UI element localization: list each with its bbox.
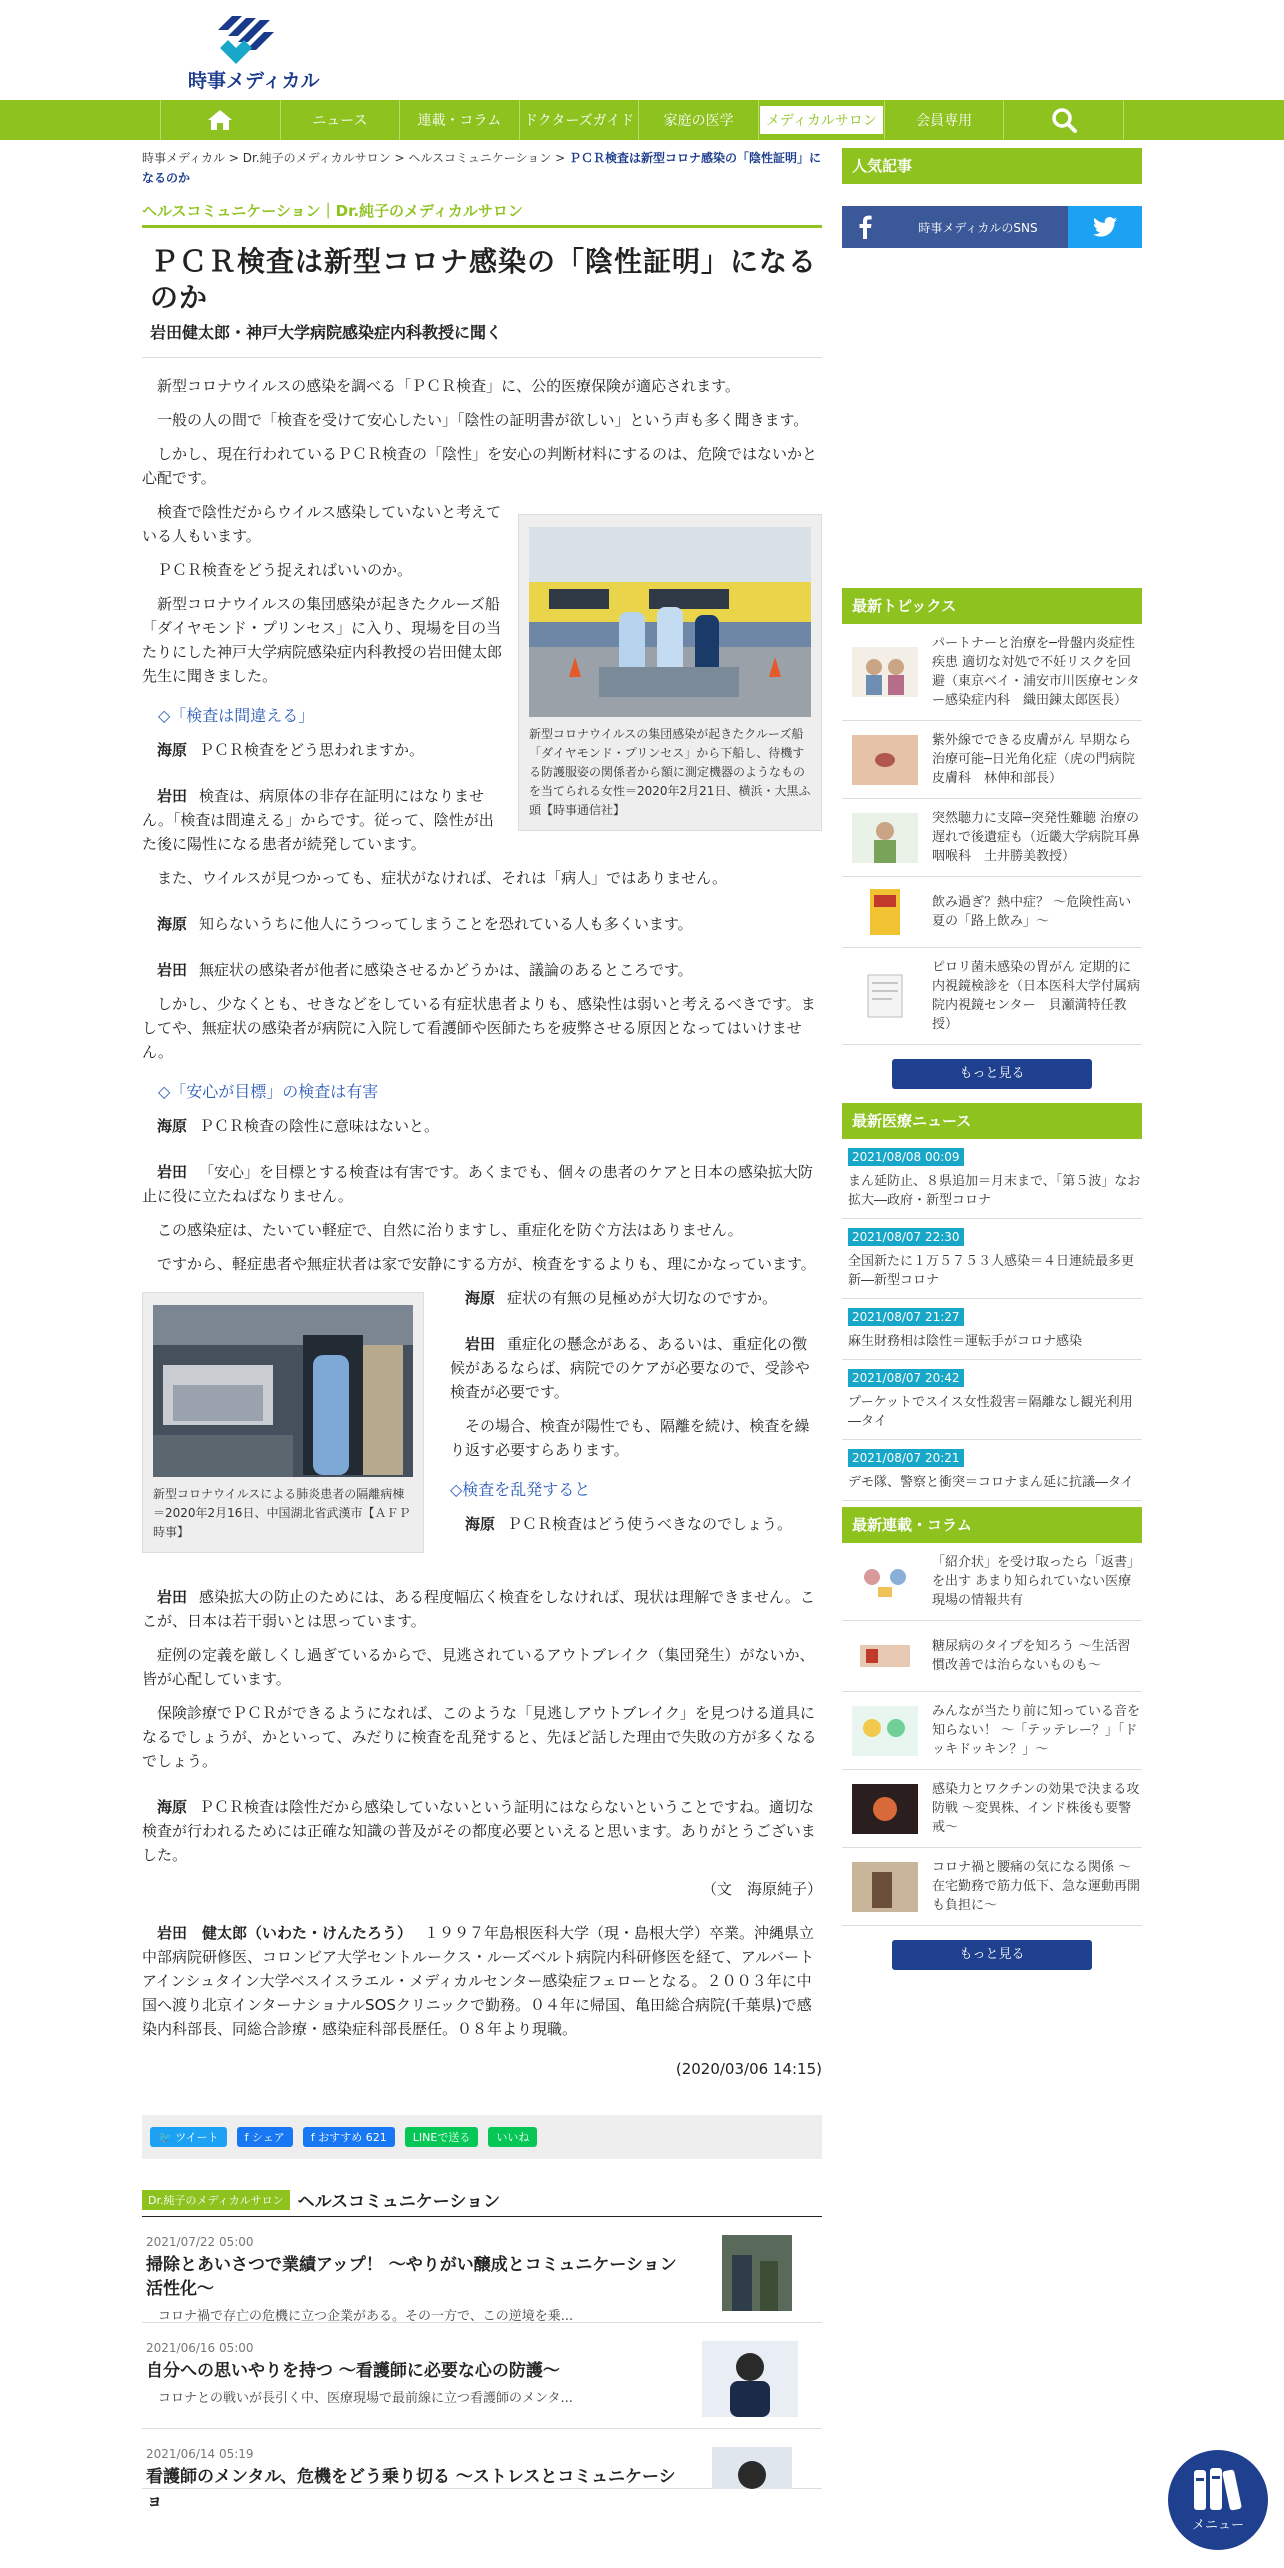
column-text: 糖尿病のタイプを知ろう ～生活習慣改善では治らないものも～ xyxy=(932,1639,1131,1673)
paragraph: 一般の人の間で「検査を受けて安心したい」「陰性の証明書が欲しい」という声も多く聞きます。 xyxy=(157,411,809,429)
interview-question: 海原 ＰＣＲ検査は陰性だから感染していないという証明にはならないということですね。適切な検査が行われるためには正確な知識の普及がその都度必要といえると思います。ありがとうございました。 xyxy=(142,1798,816,1864)
series-article[interactable] xyxy=(142,2429,822,2511)
nav-news-label: ニュース xyxy=(312,113,368,129)
nav-medical-salon-label: メディカルサロン xyxy=(759,105,884,135)
interview-answer: 岩田 重症化の懸念がある、あるいは、重症化の徴候があるならば、病院でのケアが必要なので、受診や検査が必要です。 xyxy=(450,1335,810,1401)
column-thumbnail xyxy=(852,1557,918,1607)
interview-question: 海原 ＰＣＲ検査はどう使うべきなのでしょう。 xyxy=(465,1515,793,1533)
column-item[interactable] xyxy=(842,1543,1142,1621)
series-article-title[interactable]: 自分への思いやりを持つ ～看護師に必要な心の防護～ xyxy=(146,2361,560,2381)
tweet-button[interactable]: 🐦 ツイート xyxy=(150,2127,227,2147)
interview-question: 海原 ＰＣＲ検査をどう思われますか。 xyxy=(157,741,425,759)
nav-columns-label: 連載・コラム xyxy=(417,113,502,129)
article-body xyxy=(142,374,822,2081)
topic-item[interactable] xyxy=(842,799,1142,877)
profile: 岩田 健太郎（いわた・けんたろう） １９９７年島根医科大学（現・島根大学）卒業。沖縄県立中部病院研修医、コロンビア大学セントルークス・ルーズベルト病院内科研修医を経て、アルバートアインシュタイン大学ベスイスラエル・メディカルセンター感染症フェローとなる。２００３年に中国へ渡り北京インターナショナルSOSクリニックで勤務。０４年に帰国、亀田総合病院(千葉県)で感染内科部長、同総合診療・感染症科部長歴任。０８年より現職。 xyxy=(142,1924,815,2038)
column-item[interactable] xyxy=(842,1621,1142,1692)
menu-button[interactable] xyxy=(1168,2450,1268,2550)
news-item[interactable] xyxy=(842,1219,1142,1299)
nav-home-medicine-label: 家庭の医学 xyxy=(663,113,734,129)
section-heading: ◇「検査は間違える」 xyxy=(158,706,315,725)
facebook-icon: f xyxy=(310,2130,319,2144)
column-text: みんなが当たり前に知っている音を知らない！ ～「テッテレー？」「ドッキドッキン？」～ xyxy=(932,1704,1141,1757)
column-thumbnail xyxy=(852,1631,918,1681)
article-title: ＰＣＲ検査は新型コロナ感染の「陰性証明」になるのか xyxy=(150,245,818,314)
facebook-icon[interactable] xyxy=(842,206,888,248)
news-text: まん延防止、８県追加＝月末まで、「第５波」なお拡大―政府・新型コロナ xyxy=(848,1174,1141,1208)
news-item[interactable] xyxy=(842,1299,1142,1360)
nav-home-medicine[interactable] xyxy=(638,100,758,140)
topic-text: 飲み過ぎ？熱中症？ ～危険性高い夏の「路上飲み」～ xyxy=(932,895,1132,929)
news-date: 2021/08/07 21:27 xyxy=(848,1308,964,1326)
column-text: コロナ禍と腰痛の気になる関係 ～在宅勤務で筋力低下、急な運動再開も負担に～ xyxy=(932,1860,1141,1913)
topic-item[interactable] xyxy=(842,877,1142,948)
series-article-thumbnail[interactable] xyxy=(722,2235,792,2311)
column-thumbnail xyxy=(852,1706,918,1756)
line-like-button[interactable]: いいね xyxy=(488,2127,537,2147)
news-item[interactable] xyxy=(842,1440,1142,1501)
logo-text: 時事メディカル xyxy=(188,70,320,92)
publish-date: (2020/03/06 14:15) xyxy=(675,2060,822,2078)
more-columns-button[interactable]: もっと見る xyxy=(892,1940,1092,1970)
share-bar xyxy=(142,2115,822,2159)
nav-doctors-guide[interactable] xyxy=(519,100,639,140)
books-icon xyxy=(1190,2466,1246,2512)
paragraph: 保険診療でＰＣＲができるようになれば、このような「見逃しアウトブレイク」を見つける道具になるでしょうが、かといって、みだりに検査を乱発すると、先ほど話した理由で失敗の方が多くなるでしょう。 xyxy=(142,1704,817,1770)
series-article-thumbnail[interactable] xyxy=(702,2341,798,2417)
news-text: 麻生財務相は陰性＝運転手がコロナ感染 xyxy=(848,1334,1083,1349)
news-date: 2021/08/07 20:42 xyxy=(848,1369,964,1387)
nav-columns[interactable] xyxy=(399,100,519,140)
series-article-date: 2021/06/14 05:19 xyxy=(146,2447,254,2461)
breadcrumb-current: ＰＣＲ検査は新型コロナ感染の「陰性証明」になるのか xyxy=(142,151,821,185)
column-item[interactable] xyxy=(842,1848,1142,1926)
interview-answer: 岩田 「安心」を目標とする検査は有害です。あくまでも、個々の患者のケアと日本の感染拡大防止に役に立たねばなりません。 xyxy=(142,1163,813,1205)
paragraph: この感染症は、たいてい軽症で、自然に治りますし、重症化を防ぐ方法はありません。 xyxy=(157,1221,743,1239)
news-date: 2021/08/07 22:30 xyxy=(848,1228,964,1246)
interview-answer: 岩田 無症状の感染者が他者に感染させるかどうかは、議論のあるところです。 xyxy=(157,961,693,979)
interview-question: 海原 知らないうちに他人にうつってしまうことを恐れている人も多くいます。 xyxy=(157,915,693,933)
site-logo[interactable] xyxy=(188,14,320,92)
series-tag[interactable]: Dr.純子のメディカルサロン xyxy=(142,2190,290,2210)
site-header xyxy=(0,0,1284,100)
cruise-ship-photo[interactable] xyxy=(529,527,811,717)
latest-columns-heading: 最新連載・コラム xyxy=(842,1507,1142,1543)
column-item[interactable] xyxy=(842,1770,1142,1848)
more-topics-button[interactable]: もっと見る xyxy=(892,1059,1092,1089)
menu-label: メニュー xyxy=(1191,2518,1244,2533)
series-article-thumbnail[interactable] xyxy=(712,2447,792,2489)
paragraph: 検査で陰性だからウイルス感染していないと考えている人もいます。 xyxy=(142,503,502,545)
series-article-excerpt: コロナ禍で存亡の危機に立つ企業がある。その一方で、この逆境を乗... xyxy=(158,2309,574,2324)
column-text: 感染力とワクチンの効果で決まる攻防戦 ～変異株、インド株後も要警戒～ xyxy=(932,1782,1140,1835)
paragraph: しかし、現在行われているＰＣＲ検査の「陰性」を安心の判断材料にするのは、危険ではないかと心配です。 xyxy=(142,445,818,487)
news-item[interactable] xyxy=(842,1360,1142,1440)
search-icon xyxy=(1051,107,1077,133)
breadcrumb-salon[interactable]: Dr.純子のメディカルサロン xyxy=(242,151,391,165)
news-item[interactable] xyxy=(842,1139,1142,1219)
breadcrumb: 時事メディカル > Dr.純子のメディカルサロン > ヘルスコミュニケーション > ＰＣＲ検査は新型コロナ感染の「陰性証明」になるのか xyxy=(142,151,821,185)
news-text: 全国新たに１万５７５３人感染＝４日連続最多更新―新型コロナ xyxy=(848,1254,1135,1288)
line-share-button[interactable]: LINEで送る xyxy=(405,2127,479,2147)
popular-articles-heading: 人気記事 xyxy=(842,148,1142,184)
nav-doctors-guide-label: ドクターズガイド xyxy=(523,113,635,129)
topic-item[interactable] xyxy=(842,721,1142,799)
nav-search[interactable] xyxy=(1003,100,1124,140)
column-thumbnail xyxy=(852,1862,918,1912)
topic-item[interactable] xyxy=(842,948,1142,1045)
home-icon xyxy=(207,109,233,131)
nav-medical-salon[interactable] xyxy=(758,100,884,140)
series-article-date: 2021/06/16 05:00 xyxy=(146,2341,254,2355)
interview-question: 海原 症状の有無の見極めが大切なのですか。 xyxy=(465,1289,778,1307)
latest-news-heading: 最新医療ニュース xyxy=(842,1103,1142,1139)
sidebar xyxy=(842,148,1142,1984)
article-category[interactable]: ヘルスコミュニケーション｜Dr.純子のメディカルサロン xyxy=(142,200,822,228)
main-column xyxy=(142,148,822,2511)
topic-thumbnail xyxy=(852,887,918,937)
series-article-title[interactable]: 看護師のメンタル、危機をどう乗り切る ～ストレスとコミュニケーショ xyxy=(146,2467,676,2511)
sns-label: 時事メディカルのSNS xyxy=(888,206,1068,248)
paragraph: その場合、検査が陽性でも、隔離を続け、検査を繰り返す必要すらあります。 xyxy=(450,1417,810,1459)
topic-item[interactable] xyxy=(842,624,1142,721)
breadcrumb-home[interactable]: 時事メディカル xyxy=(142,151,226,165)
figure-caption: 新型コロナウイルスの集団感染が起きたクルーズ船「ダイヤモンド・プリンセス」から下船し、待機する防護服姿の関係者から額に測定機器のようなものを当てられる女性＝2020年2月21日、横浜・大黒ふ頭【時事通信社】 xyxy=(529,727,811,817)
nav-home[interactable] xyxy=(160,100,280,140)
logo-mark-icon xyxy=(218,14,274,64)
paragraph: また、ウイルスが見つかっても、症状がなければ、それは「病人」ではありません。 xyxy=(157,869,728,887)
topic-thumbnail xyxy=(852,647,918,697)
nav-news[interactable] xyxy=(280,100,400,140)
series-article-date: 2021/07/22 05:00 xyxy=(146,2235,254,2249)
facebook-icon: f xyxy=(244,2130,253,2144)
figure-cruise-ship xyxy=(518,514,822,831)
topic-text: 突然聴力に支障─突発性難聴 治療の遅れで後遺症も（近畿大学病院耳鼻咽喉科 土井勝美教授） xyxy=(932,811,1141,864)
sns-banner[interactable] xyxy=(842,206,1142,248)
figure-caption: 新型コロナウイルスによる肺炎患者の隔離病棟＝2020年2月16日、中国湖北省武漢市【ＡＦＰ時事】 xyxy=(153,1487,411,1539)
twitter-icon[interactable] xyxy=(1068,206,1142,248)
topic-thumbnail xyxy=(852,971,918,1021)
news-date: 2021/08/08 00:09 xyxy=(848,1148,964,1166)
news-text: デモ隊、警察と衝突＝コロナまん延に抗議―タイ xyxy=(848,1475,1134,1490)
topic-text: ピロリ菌未感染の胃がん 定期的に内視鏡検診を（日本医科大学付属病院内視鏡センター 貝瀬満特任教授） xyxy=(932,960,1141,1032)
article-subtitle: 岩田健太郎・神戸大学病院感染症内科教授に聞く xyxy=(142,320,822,358)
news-text: プーケットでスイス女性殺害＝隔離なし観光利用―タイ xyxy=(848,1395,1133,1429)
news-date: 2021/08/07 20:21 xyxy=(848,1449,964,1467)
topic-text: パートナーと治療を─骨盤内炎症性疾患 適切な対処で不妊リスクを回避（東京ベイ・浦安市川医療センター感染症内科 織田錬太郎医長） xyxy=(932,636,1140,708)
section-heading: ◇検査を乱発すると xyxy=(450,1480,591,1499)
interview-answer: 岩田 検査は、病原体の非存在証明にはなりません。「検査は間違える」からです。従って、陰性が出た後に陽性になる患者が続発しています。 xyxy=(142,787,494,853)
section-heading: ◇「安心が目標」の検査は有害 xyxy=(158,1082,379,1101)
column-text: 「紹介状」を受け取ったら「返書」を出す あまり知られていない医療現場の情報共有 xyxy=(932,1555,1141,1608)
topic-thumbnail xyxy=(852,813,918,863)
topic-thumbnail xyxy=(852,735,918,785)
paragraph: ＰＣＲ検査をどう捉えればいいのか。 xyxy=(157,561,413,579)
topic-text: 紫外線でできる皮膚がん 早期なら治療可能─日光角化症（虎の門病院皮膚科 林伸和部長） xyxy=(932,733,1135,786)
column-item[interactable] xyxy=(842,1692,1142,1770)
paragraph: 症例の定義を厳しくし過ぎているからで、見逃されているアウトブレイク（集団発生）がないか、皆が心配しています。 xyxy=(142,1646,815,1688)
nav-members[interactable] xyxy=(884,100,1004,140)
series-section xyxy=(142,2187,822,2511)
latest-topics-heading: 最新トピックス xyxy=(842,588,1142,624)
author-sign: （文 海原純子） xyxy=(701,1880,822,1898)
nav-members-label: 会員専用 xyxy=(916,113,973,129)
isolation-ward-photo[interactable] xyxy=(153,1305,413,1477)
series-header xyxy=(142,2187,822,2217)
popular-articles-area xyxy=(842,248,1142,588)
facebook-recommend-button[interactable]: f おすすめ 621 xyxy=(303,2127,395,2147)
interview-question: 海原 ＰＣＲ検査の陰性に意味はないと。 xyxy=(157,1117,440,1135)
interview-answer: 岩田 感染拡大の防止のためには、ある程度幅広く検査をしなければ、現状は理解できません。ここが、日本は若干弱いとは思っています。 xyxy=(142,1588,815,1630)
paragraph: 新型コロナウイルスの集団感染が起きたクルーズ船「ダイヤモンド・プリンセス」に入り、現場を目の当たりにした神戸大学病院感染症内科教授の岩田健太郎先生に聞きました。 xyxy=(142,595,503,685)
paragraph: ですから、軽症患者や無症状者は家で安静にする方が、検査をするよりも、理にかなっています。 xyxy=(157,1255,816,1273)
paragraph: 新型コロナウイルスの感染を調べる「ＰＣＲ検査」に、公的医療保険が適応されます。 xyxy=(157,377,740,395)
paragraph: しかし、少なくとも、せきなどをしている有症状患者よりも、感染性は弱いと考えるべきです。ましてや、無症状の感染者が病院に入院して看護師や医師たちを疲弊させる原因となってはいけません。 xyxy=(142,995,816,1061)
facebook-share-button[interactable]: f シェア xyxy=(237,2127,293,2147)
series-article[interactable] xyxy=(142,2323,822,2429)
series-article-excerpt: コロナとの戦いが長引く中、医療現場で最前線に立つ看護師のメンタ... xyxy=(158,2391,573,2406)
breadcrumb-health-comm[interactable]: ヘルスコミュニケーション xyxy=(408,151,552,165)
column-thumbnail xyxy=(852,1784,918,1834)
global-nav xyxy=(0,100,1284,140)
twitter-icon: 🐦 xyxy=(158,2130,176,2144)
series-article-title[interactable]: 掃除とあいさつで業績アップ！ ～やりがい醸成とコミュニケーション活性化～ xyxy=(146,2255,677,2299)
figure-isolation-ward xyxy=(142,1292,424,1553)
series-title[interactable]: ヘルスコミュニケーション xyxy=(297,2192,501,2212)
series-article[interactable] xyxy=(142,2217,822,2323)
